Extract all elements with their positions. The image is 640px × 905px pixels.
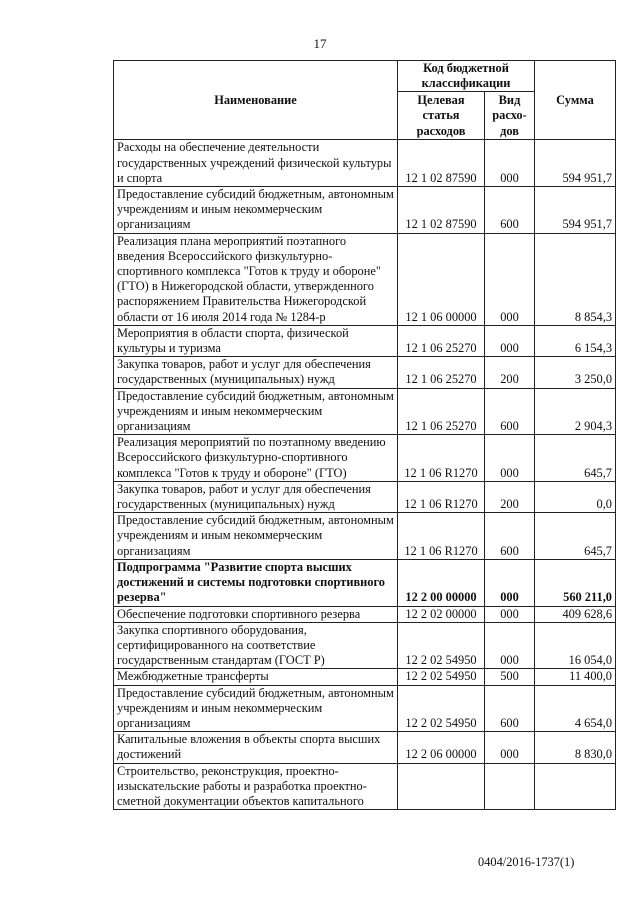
table-row (114, 187, 616, 234)
row-target-article: 12 1 06 25270 (398, 325, 485, 356)
row-name: Обеспечение подготовки спортивного резерва (114, 606, 398, 622)
row-expense-type: 000 (485, 325, 535, 356)
row-expense-type: 000 (485, 622, 535, 669)
row-sum: 3 250,0 (535, 357, 616, 388)
row-sum: 11 400,0 (535, 669, 616, 685)
row-target-article: 12 1 02 87590 (398, 187, 485, 234)
row-target-article: 12 2 02 54950 (398, 685, 485, 732)
row-target-article: 12 1 06 R1270 (398, 481, 485, 512)
row-expense-type: 600 (485, 187, 535, 234)
row-sum: 0,0 (535, 481, 616, 512)
row-name: Строительство, реконструкция, проектно-изыскательские работы и разработка проектно-сметной документации объектов капитального (114, 763, 398, 810)
header-name: Наименование (114, 61, 398, 140)
row-name: Реализация мероприятий по поэтапному введению Всероссийского физкультурно-спортивного комплекса "Готов к труду и обороне" (ГТО) (114, 435, 398, 482)
row-sum: 594 951,7 (535, 140, 616, 187)
header-expense-type: Вид расхо- дов (485, 92, 535, 140)
row-sum: 4 654,0 (535, 685, 616, 732)
row-expense-type: 600 (485, 685, 535, 732)
row-expense-type: 000 (485, 606, 535, 622)
row-target-article: 12 1 06 25270 (398, 357, 485, 388)
row-expense-type: 500 (485, 669, 535, 685)
page-number: 17 (313, 36, 327, 51)
row-expense-type (485, 763, 535, 810)
row-name: Предоставление субсидий бюджетным, автономным учреждениям и иным некоммерческим организациям (114, 388, 398, 435)
row-expense-type: 600 (485, 513, 535, 560)
row-expense-type: 000 (485, 140, 535, 187)
row-sum: 8 854,3 (535, 233, 616, 325)
row-expense-type: 000 (485, 559, 535, 606)
row-sum: 645,7 (535, 435, 616, 482)
table-row (114, 233, 616, 325)
row-target-article: 12 1 06 R1270 (398, 435, 485, 482)
row-sum: 645,7 (535, 513, 616, 560)
row-name: Подпрограмма "Развитие спорта высших достижений и системы подготовки спортивного резерва" (114, 559, 398, 606)
row-target-article: 12 2 00 00000 (398, 559, 485, 606)
table-row (114, 357, 616, 388)
table-row (114, 669, 616, 685)
row-sum: 409 628,6 (535, 606, 616, 622)
row-name: Мероприятия в области спорта, физической культуры и туризма (114, 325, 398, 356)
table-row (114, 140, 616, 187)
row-target-article: 12 1 06 R1270 (398, 513, 485, 560)
row-sum: 594 951,7 (535, 187, 616, 234)
row-sum: 2 904,3 (535, 388, 616, 435)
row-sum: 16 054,0 (535, 622, 616, 669)
row-name: Закупка товаров, работ и услуг для обеспечения государственных (муниципальных) нужд (114, 357, 398, 388)
table-row (114, 622, 616, 669)
row-target-article: 12 1 02 87590 (398, 140, 485, 187)
header-sum: Сумма (535, 61, 616, 140)
budget-table (113, 60, 616, 810)
table-row (114, 559, 616, 606)
row-target-article: 12 2 02 00000 (398, 606, 485, 622)
row-expense-type: 200 (485, 481, 535, 512)
row-name: Закупка спортивного оборудования, сертифицированного на соответствие государственным стандартам (ГОСТ Р) (114, 622, 398, 669)
row-expense-type: 600 (485, 388, 535, 435)
row-target-article: 12 2 02 54950 (398, 622, 485, 669)
table-row (114, 732, 616, 763)
row-name: Расходы на обеспечение деятельности государственных учреждений физической культуры и спорта (114, 140, 398, 187)
row-name: Межбюджетные трансферты (114, 669, 398, 685)
row-name: Предоставление субсидий бюджетным, автономным учреждениям и иным некоммерческим организациям (114, 513, 398, 560)
table-row (114, 763, 616, 810)
document-code: 0404/2016-1737(1) (478, 855, 575, 869)
row-target-article: 12 1 06 00000 (398, 233, 485, 325)
row-expense-type: 000 (485, 435, 535, 482)
table-row (114, 513, 616, 560)
table-row (114, 325, 616, 356)
table-row (114, 435, 616, 482)
row-sum: 560 211,0 (535, 559, 616, 606)
row-sum (535, 763, 616, 810)
row-target-article: 12 2 02 54950 (398, 669, 485, 685)
table-row (114, 481, 616, 512)
row-sum: 8 830,0 (535, 732, 616, 763)
row-expense-type: 200 (485, 357, 535, 388)
table-body (114, 140, 616, 810)
row-name: Закупка товаров, работ и услуг для обеспечения государственных (муниципальных) нужд (114, 481, 398, 512)
row-sum: 6 154,3 (535, 325, 616, 356)
row-expense-type: 000 (485, 732, 535, 763)
row-target-article (398, 763, 485, 810)
row-name: Предоставление субсидий бюджетным, автономным учреждениям и иным некоммерческим организациям (114, 187, 398, 234)
row-name: Реализация плана мероприятий поэтапного введения Всероссийского физкультурно-спортивного комплекса "Готов к труду и обороне" (ГТО) в Нижегородской области, утвержденного распоряжением Правительства Нижегородской области от 16 июля 2014 года № 1284-р (114, 233, 398, 325)
table-row (114, 606, 616, 622)
table-row (114, 685, 616, 732)
row-target-article: 12 2 06 00000 (398, 732, 485, 763)
header-code-group: Код бюджетной классификации (398, 61, 535, 92)
table-row (114, 388, 616, 435)
row-target-article: 12 1 06 25270 (398, 388, 485, 435)
row-expense-type: 000 (485, 233, 535, 325)
header-target-article: Целевая статья расходов (398, 92, 485, 140)
row-name: Капитальные вложения в объекты спорта высших достижений (114, 732, 398, 763)
row-name: Предоставление субсидий бюджетным, автономным учреждениям и иным некоммерческим организациям (114, 685, 398, 732)
